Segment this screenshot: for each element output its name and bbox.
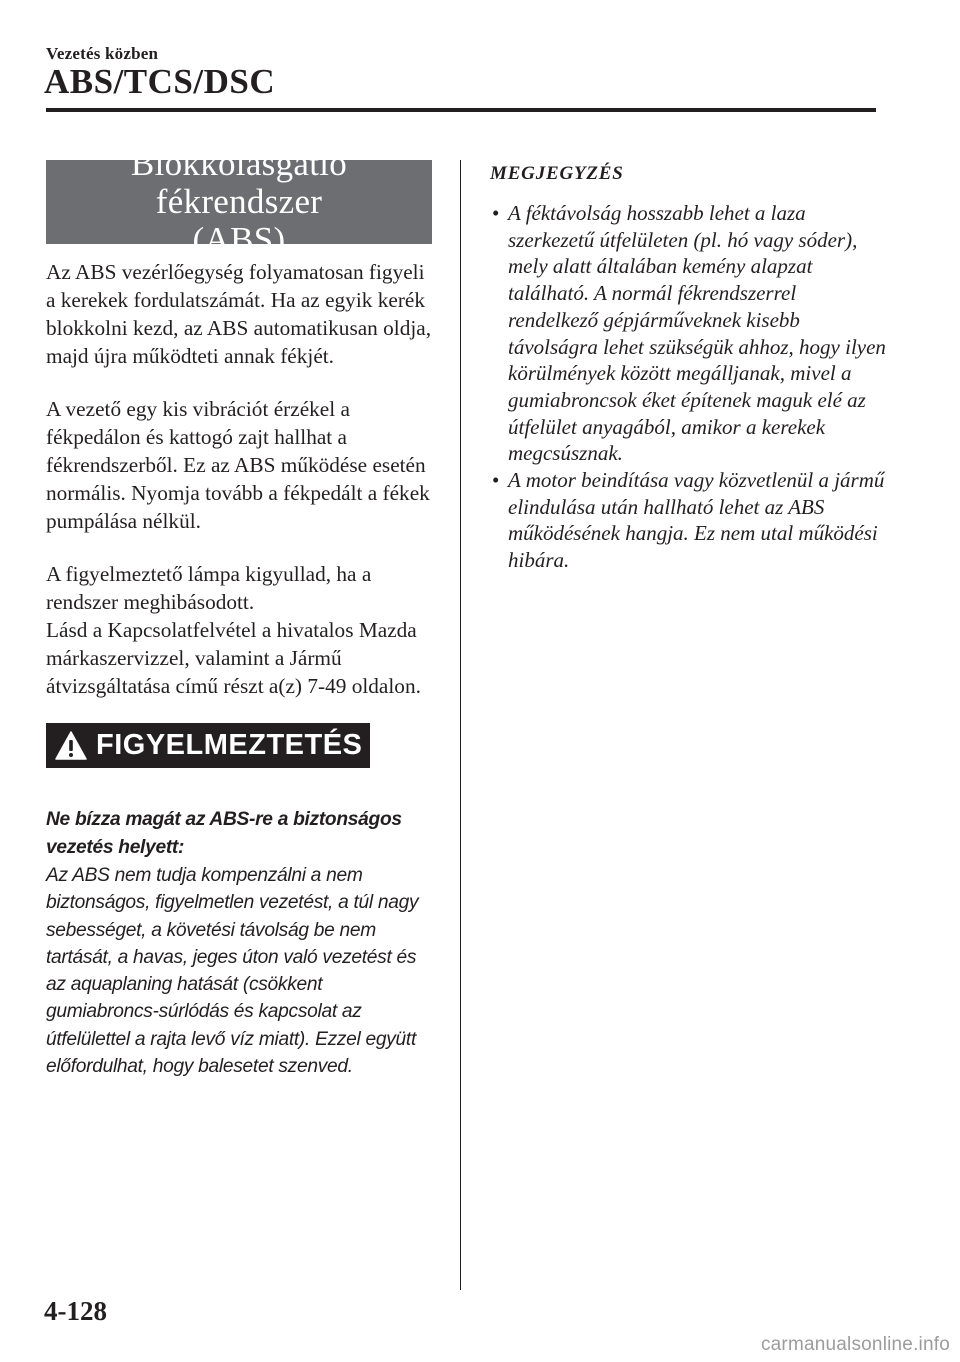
warning-title: Ne bízza magát az ABS-re a biztonságos vezetés helyett: <box>46 809 402 858</box>
column-divider <box>460 160 461 1290</box>
bullet-icon: • <box>492 201 500 225</box>
header-rule <box>46 108 876 112</box>
section-heading-line2: (ABS) <box>192 220 286 259</box>
body-paragraph-2: A vezető egy kis vibrációt érzékel a fékpedálon és kattogó zajt hallhat a fékrendszerből. Ez az ABS működése esetén normális. Nyomja tovább a fékpedált a fékek pumpálása nélkül. <box>46 397 430 533</box>
warning-banner <box>46 723 370 768</box>
warning-label: FIGYELMEZTETÉS <box>96 729 363 761</box>
warning-body: Az ABS nem tudja kompenzálni a nem biztonságos, figyelmetlen vezetést, a túl nagy sebességet, a követési távolság be nem tartását, a havas, jeges úton való vezetést és az aquaplaning hatását (csökkent gumiabroncs-súrlódás és kapcsolat az útfelülettel a rajta levő víz miatt). Ezzel együtt előfordulhat, hogy balesetet szenved. <box>46 865 419 1078</box>
page-number: 4-128 <box>44 1296 107 1326</box>
left-column <box>46 144 436 1080</box>
body-paragraph-3: A figyelmeztető lámpa kigyullad, ha a rendszer meghibásodott. <box>46 562 372 614</box>
note-list <box>488 200 888 574</box>
note-text-1: A féktávolság hosszabb lehet a laza szerkezetű útfelületen (pl. hó vagy sóder), mely alatt általában kemény alapzat található. A normál fékrendszerrel rendelkező gépjárműveknek kisebb távolságra lehet szükségük ahhoz, hogy ilyen körülmények között megálljanak, mivel a gumiabroncsok éket építenek maguk elé az útfelület anyagából, amikor a kerekek megcsúsznak. <box>508 201 886 466</box>
body-paragraph-1: Az ABS vezérlőegység folyamatosan figyeli a kerekek fordulatszámát. Ha az egyik kerék blokkolni kezd, az ABS automatikusan oldja, majd újra működteti annak fékjét. <box>46 260 432 368</box>
note-text-2: A motor beindítása vagy közvetlenül a jármű elindulása után hallható lehet az ABS működésének hangja. Ez nem utal működési hibára. <box>508 468 885 573</box>
right-column <box>488 160 888 574</box>
section-label: Vezetés közben <box>46 44 159 63</box>
note-item <box>488 200 888 467</box>
warning-triangle-icon <box>55 730 87 762</box>
note-item <box>488 467 888 574</box>
chapter-title: ABS/TCS/DSC <box>44 62 276 101</box>
note-title: MEGJEGYZÉS <box>490 163 624 184</box>
bullet-icon: • <box>492 468 500 493</box>
section-heading-line1: Blokkolásgátló fékrendszer <box>130 144 348 221</box>
watermark[interactable]: carmanualsonline.info <box>760 1334 950 1355</box>
body-paragraph-4: Lásd a Kapcsolatfelvétel a hivatalos Mazda márkaszervizzel, valamint a Jármű átvizsgáltatása című részt a(z) 7-49 oldalon. <box>46 618 421 698</box>
section-heading <box>46 144 432 259</box>
